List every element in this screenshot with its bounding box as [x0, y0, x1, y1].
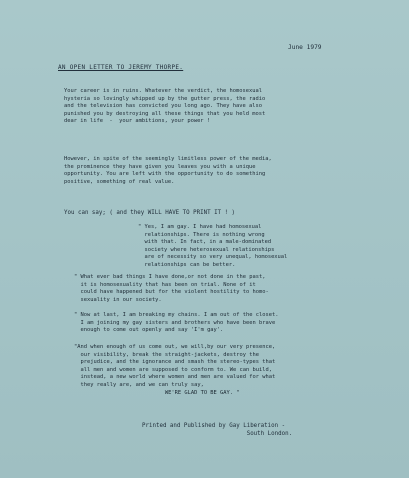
- quote-homosexuality-on-trial: " What ever bad things I have done,or not done in the past, it is homosexuality that has been on trial. None of it could have happened but for the violent hostility to homo- sexuality in our society.: [74, 274, 269, 303]
- letter-title: AN OPEN LETTER TO JEREMY THORPE.: [58, 64, 184, 71]
- publisher-credit: Printed and Published by Gay Liberation - South London.: [142, 423, 293, 437]
- paragraph-you-can-say: You can say; ( and they WILL HAVE TO PRINT IT ! ): [64, 210, 236, 216]
- paragraph-career: Your career is in ruins. Whatever the verdict, the homosexual hysteria so lovingly whipped up by the gutter press, the radio and the television has convicted you long ago. They have also punished you by destroying all these things that you held most dear in life - your ambitions, your power !: [64, 88, 266, 125]
- quote-glad-to-be-gay: "And when enough of us come out, we will,by our very presence, our visibility, break the straight-jackets, destroy the prejudice, and the ignorance and smash the stereo-types that all men and women are supposed to conform to. We can build, instead, a new world where women and men are valued for what they really are, and we can truly say, WE'RE GLAD TO BE GAY. ": [74, 344, 276, 396]
- paragraph-media: However, in spite of the seemingly limitless power of the media, the prominence they have given you leaves you with a unique opportunity. You are left with the opportunity to do something positive, something of real value.: [64, 156, 272, 185]
- letter-date: June 1979: [288, 44, 322, 51]
- quote-breaking-chains: " Now at last, I am breaking my chains. I am out of the closet. I am joining my gay sisters and brothers who have been brave enough to come out openly and say 'I'm gay'.: [74, 312, 279, 334]
- quote-yes-i-am-gay: " Yes, I am gay. I have had homosexual relationships. There is nothing wrong with that. In fact, in a male-dominated society where heterosexual relationships are of necessity so very unequal, homosexual relationships can be better.: [138, 224, 288, 268]
